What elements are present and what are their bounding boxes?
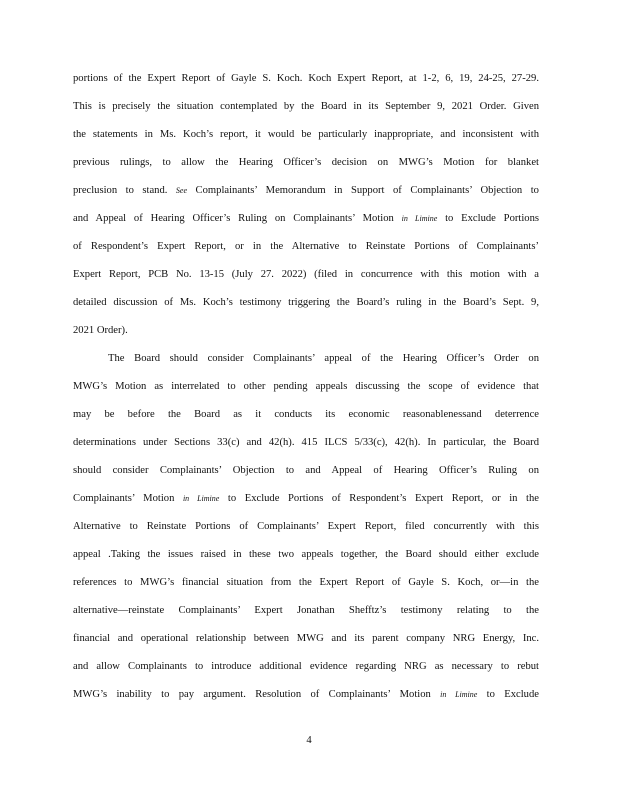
body-line: Expert Report, PCB No. 13-15 (July 27. 2022) (filed in concurrence with this motion with a [73, 269, 539, 280]
line-text: to Exclude Portions of Respondent’s Expert Report, or in the [227, 493, 539, 504]
body-line: portions of the Expert Report of Gayle S. Koch. Koch Expert Report, at 1-2, 6, 19, 24-25, 27-29. [73, 73, 539, 84]
line-text: and Appeal of Hearing Officer’s Ruling on Complainants’ Motion [73, 213, 394, 224]
italic-in-limine: in Limine [440, 690, 478, 699]
body-line: references to MWG’s financial situation from the Expert Report of Gayle S. Koch, or—in the [73, 577, 539, 588]
italic-in-limine: in Limine [401, 214, 438, 223]
body-line: detailed discussion of Ms. Koch’s testimony triggering the Board’s ruling in the Board’s Sept. 9, [73, 297, 539, 308]
body-line: determinations under Sections 33(c) and 42(h). 415 ILCS 5/33(c), 42(h). In particular, the Board [73, 437, 539, 448]
body-line: of Respondent’s Expert Report, or in the Alternative to Reinstate Portions of Complainants’ [73, 241, 539, 252]
body-line [73, 492, 539, 506]
body-line [73, 184, 539, 198]
body-line: should consider Complainants’ Objection to and Appeal of Hearing Officer’s Ruling on [73, 465, 539, 476]
body-line: This is precisely the situation contemplated by the Board in its September 9, 2021 Order. Given [73, 101, 539, 112]
italic-in-limine: in Limine [182, 494, 220, 503]
body-line: and allow Complainants to introduce additional evidence regarding NRG as necessary to rebut [73, 661, 539, 672]
body-line: financial and operational relationship between MWG and its parent company NRG Energy, Inc. [73, 633, 539, 644]
line-text: to Exclude [486, 689, 539, 700]
italic-see: See [175, 186, 188, 195]
line-text: to Exclude Portions [445, 213, 540, 224]
line-text: Complainants’ Motion [73, 493, 175, 504]
body-line: alternative—reinstate Complainants’ Expert Jonathan Shefftz’s testimony relating to the [73, 605, 539, 616]
line-text: Complainants’ Memorandum in Support of Complainants’ Objection to [195, 185, 539, 196]
line-text: preclusion to stand. [73, 185, 168, 196]
body-line: 2021 Order). [73, 325, 128, 336]
body-line: the statements in Ms. Koch’s report, it would be particularly inappropriate, and inconsistent with [73, 129, 539, 140]
body-line: appeal .Taking the issues raised in these two appeals together, the Board should either exclude [73, 549, 539, 560]
body-line [73, 212, 539, 226]
body-line: Alternative to Reinstate Portions of Complainants’ Expert Report, filed concurrently with this [73, 521, 539, 532]
paragraph-first-line: The Board should consider Complainants’ appeal of the Hearing Officer’s Order on [108, 353, 539, 364]
body-line [73, 688, 539, 702]
body-line: may be before the Board as it conducts its economic reasonablenessand deterrence [73, 409, 539, 420]
body-line: previous rulings, to allow the Hearing Officer’s decision on MWG’s Motion for blanket [73, 157, 539, 168]
page-number: 4 [306, 735, 312, 746]
body-line: MWG’s Motion as interrelated to other pending appeals discussing the scope of evidence that [73, 381, 539, 392]
line-text: MWG’s inability to pay argument. Resolution of Complainants’ Motion [73, 689, 431, 700]
